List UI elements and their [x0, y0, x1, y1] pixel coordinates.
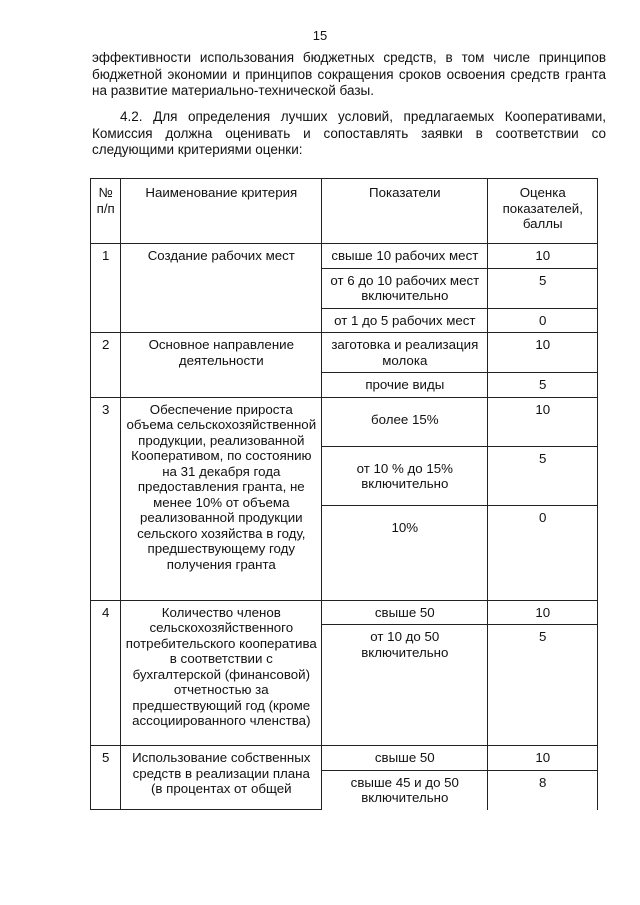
table-row: [91, 397, 598, 446]
row-score: 10: [488, 600, 598, 625]
header-num: № п/п: [91, 179, 121, 244]
row-score: 5: [488, 446, 598, 505]
row-criterion: Обеспечение прироста объема сельскохозяйственной продукции, реализованной Кооперативом, по состоянию на 31 декабря года предоставления гранта, не менее 10% от объема реализованной продукции сельского хозяйства в году, предшествующему году получения гранта: [121, 397, 322, 600]
table-row: [91, 746, 598, 771]
row-score: 5: [488, 268, 598, 308]
row-indicator: от 1 до 5 рабочих мест: [322, 308, 488, 333]
header-criterion: Наименование критерия: [121, 179, 322, 244]
row-indicator: от 10 до 50 включительно: [322, 625, 488, 746]
table-row: [91, 333, 598, 373]
row-score: 8: [488, 770, 598, 810]
row-indicator: свыше 50: [322, 746, 488, 771]
row-score: 5: [488, 625, 598, 746]
row-num: 1: [91, 244, 121, 333]
row-score: 10: [488, 746, 598, 771]
row-indicator: более 15%: [322, 397, 488, 446]
row-criterion: Использование собственных средств в реализации плана (в процентах от общей: [121, 746, 322, 810]
row-num: 2: [91, 333, 121, 398]
row-score: 5: [488, 373, 598, 398]
table-row: [91, 244, 598, 269]
row-indicator: прочие виды: [322, 373, 488, 398]
row-indicator: 10%: [322, 505, 488, 600]
row-indicator: от 6 до 10 рабочих мест включительно: [322, 268, 488, 308]
header-indicators: Показатели: [322, 179, 488, 244]
row-score: 10: [488, 397, 598, 446]
table-row: [91, 600, 598, 625]
row-num: 4: [91, 600, 121, 746]
row-num: 3: [91, 397, 121, 600]
row-indicator: заготовка и реализация молока: [322, 333, 488, 373]
row-indicator: свыше 50: [322, 600, 488, 625]
row-indicator: свыше 10 рабочих мест: [322, 244, 488, 269]
row-criterion: Количество членов сельскохозяйственного потребительского кооператива в соответствии с бухгалтерской (финансовой) отчетностью за предшествующий год (кроме ассоциированного членства): [121, 600, 322, 746]
row-score: 10: [488, 333, 598, 373]
paragraph-4-2: 4.2. Для определения лучших условий, предлагаемых Кооперативами, Комиссия должна оценивать и сопоставлять заявки в соответствии со следующими критериями оценки:: [92, 109, 606, 157]
row-score: 0: [488, 308, 598, 333]
row-indicator: свыше 45 и до 50 включительно: [322, 770, 488, 810]
row-score: 10: [488, 244, 598, 269]
row-criterion: Основное направление деятельности: [121, 333, 322, 398]
row-indicator: от 10 % до 15% включительно: [322, 446, 488, 505]
table-header-row: [91, 179, 598, 244]
paragraph-continued: эффективности использования бюджетных средств, в том числе принципов бюджетной экономии и принципов сокращения сроков освоения средств гранта на развитие материально-технической базы.: [92, 50, 606, 98]
page-number: 15: [312, 28, 328, 43]
row-score: 0: [488, 505, 598, 600]
row-criterion: Создание рабочих мест: [121, 244, 322, 333]
criteria-table: [90, 178, 598, 810]
row-num: 5: [91, 746, 121, 810]
header-score: Оценка показателей, баллы: [488, 179, 598, 244]
